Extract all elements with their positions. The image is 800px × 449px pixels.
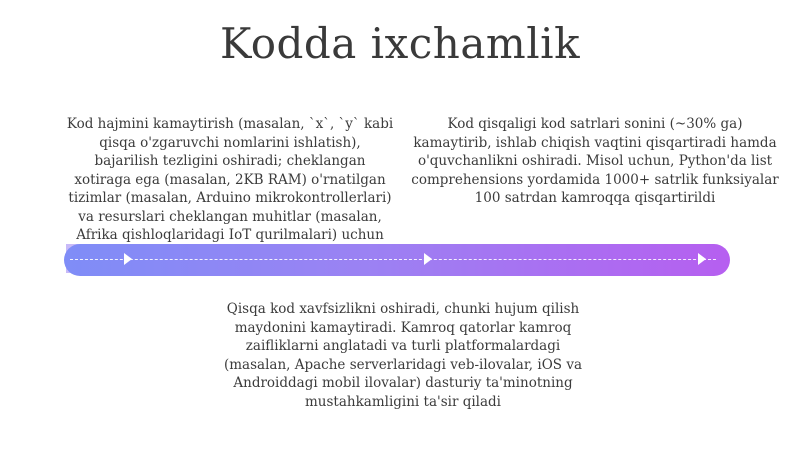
timeline-arrow-icon: [698, 253, 706, 265]
timeline-arrow-icon: [424, 253, 432, 265]
timeline-item-3-text: Qisqa kod xavfsizlikni oshiradi, chunki hujum qilish maydonini kamaytiradi. Kamroq qatorlar kamroq zaifliklarni anglatadi va turli platformalardagi (masalan, Apache serverlaridagi veb-ilovalar, iOS va Androiddagi mobil ilovalar) dasturiy ta'minotning mustahkamligini ta'sir qiladi: [223, 301, 582, 410]
timeline-item-3: [218, 300, 588, 411]
timeline-item-2-text: Kod qisqaligi kod satrlari sonini (~30% ga) kamaytirib, ishlab chiqish vaqtini qisqartiradi hamda o'quvchanlikni oshiradi. Misol uchun, Python'da list comprehensions yordamida 1000+ satrlik funksiyalar 100 satrdan kamroqqa qisqartirildi: [411, 116, 779, 206]
timeline-item-2: [410, 115, 780, 208]
timeline-dashed-line: [70, 259, 716, 260]
timeline-bar: [64, 244, 730, 276]
slide-title: Kodda ixchamlik: [219, 19, 581, 68]
timeline-item-1-text: Kod hajmini kamaytirish (masalan, `x`, `y` kabi qisqa o'zgaruvchi nomlarini ishlatish), bajarilish tezligini oshiradi; cheklangan xotiraga ega (masalan, 2KB RAM) o'rnatilgan tizimlar (masalan, Arduino mikrokontrollerlari) va resurslari cheklangan muhitlar (masalan, Afrika qishloqlaridagi IoT qurilmalari) uchun: [66, 116, 394, 243]
timeline-arrow-icon: [124, 253, 132, 265]
